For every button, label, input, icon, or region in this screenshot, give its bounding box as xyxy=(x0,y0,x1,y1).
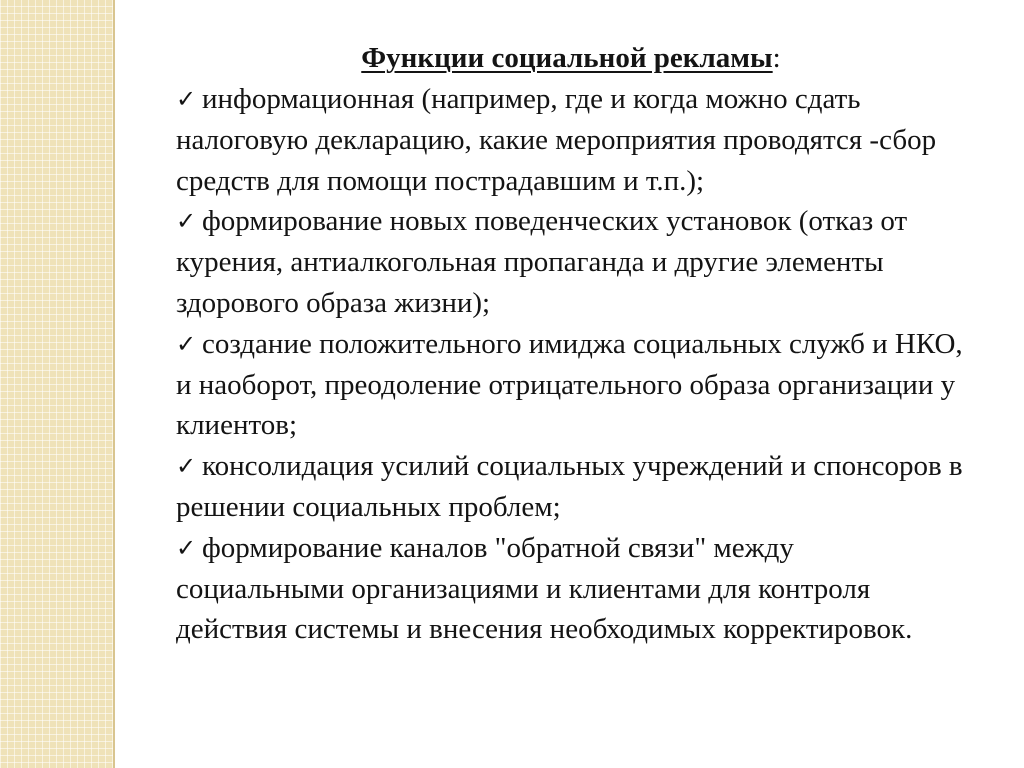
slide-content xyxy=(176,38,966,650)
check-icon: ✓ xyxy=(176,207,197,236)
list-item-text: формирование каналов "обратной связи" между социальными организациями и клиентами для контроля действия системы и внесения необходимых корректировок. xyxy=(176,531,913,646)
list-item-text: создание положительного имиджа социальных служб и НКО, и наоборот, преодоление отрицательного образа организации у клиентов; xyxy=(176,327,963,442)
list-item xyxy=(176,324,966,446)
slide-title xyxy=(176,38,966,79)
side-stripe-border xyxy=(113,0,115,768)
decorative-side-stripe xyxy=(0,0,113,768)
list-item xyxy=(176,79,966,201)
check-icon: ✓ xyxy=(176,452,197,481)
slide-title-text: Функции социальной рекламы xyxy=(361,42,773,74)
list-item xyxy=(176,201,966,323)
list-item xyxy=(176,528,966,650)
check-icon: ✓ xyxy=(176,85,197,113)
list-item-text: консолидация усилий социальных учреждений и спонсоров в решении социальных проблем; xyxy=(176,450,963,523)
check-icon: ✓ xyxy=(176,329,197,358)
list-item xyxy=(176,446,966,528)
list-item-text: формирование новых поведенческих установок (отказ от курения, антиалкогольная пропаганда и другие элементы здорового образа жизни); xyxy=(176,205,908,319)
list-item-text: информационная (например, где и когда можно сдать налоговую декларацию, какие мероприятия проводятся -сбор средств для помощи пострадавшим и т.п.); xyxy=(176,83,937,197)
slide-title-colon: : xyxy=(772,42,781,74)
check-icon: ✓ xyxy=(176,533,197,562)
